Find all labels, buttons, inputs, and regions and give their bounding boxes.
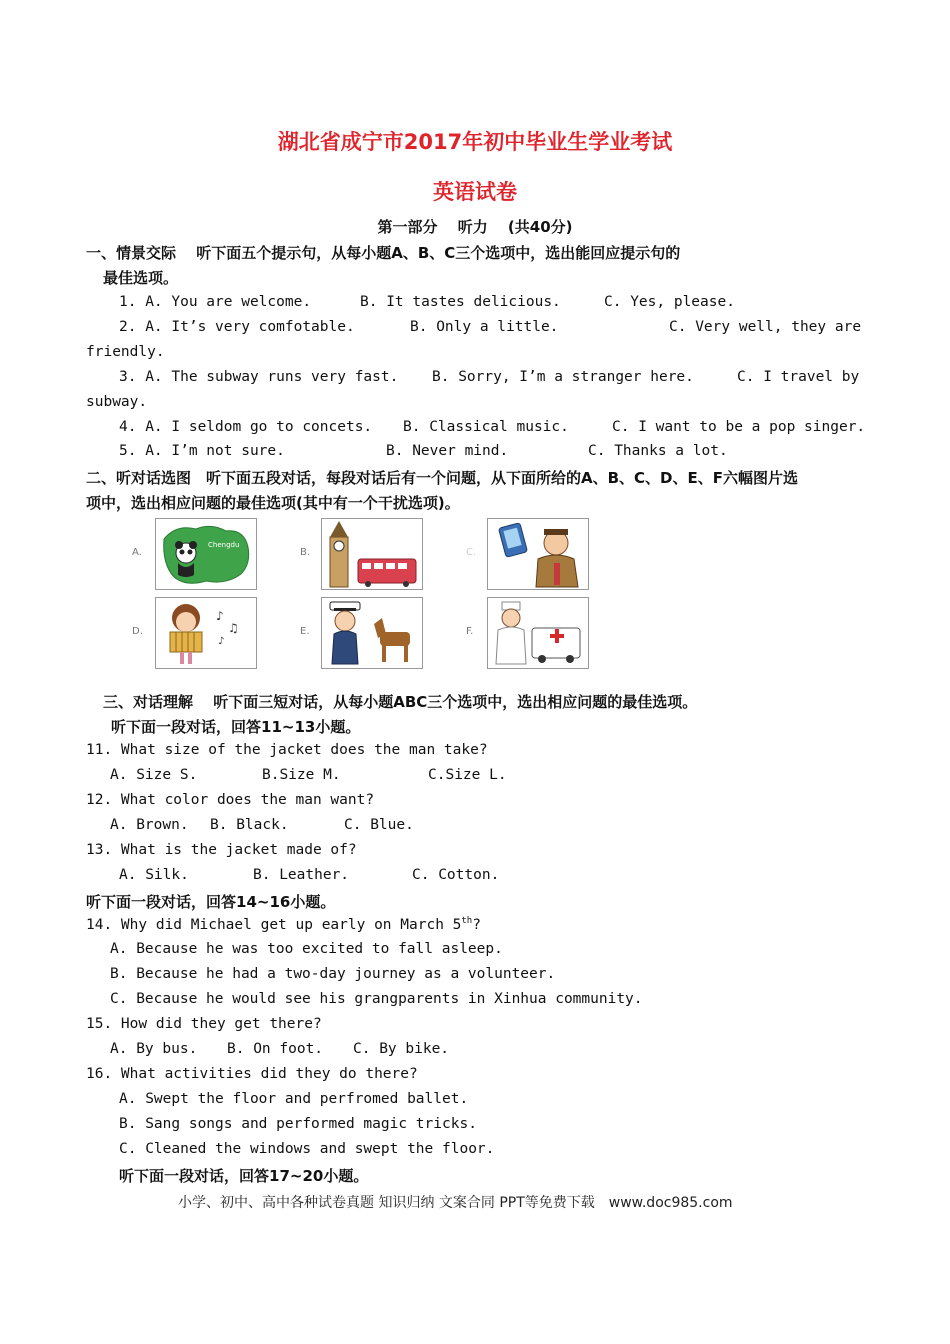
picture-c: [487, 518, 589, 590]
q11-option-a: A. Size S.: [110, 767, 198, 783]
q13-question: 13. What is the jacket made of?: [86, 842, 357, 858]
q16-option-b: B. Sang songs and performed magic tricks.: [119, 1116, 477, 1132]
q3-option-c-cont: subway.: [86, 394, 148, 410]
picture-f-label: F.: [466, 626, 474, 637]
q11-option-c: C.Size L.: [428, 767, 507, 783]
q14-question-text: 14. Why did Michael get up early on March 5: [86, 916, 462, 933]
q13-option-c: C. Cotton.: [412, 867, 500, 883]
q16-question: 16. What activities did they do there?: [86, 1066, 418, 1082]
q14-question: [86, 916, 481, 933]
picture-b-label: B.: [300, 547, 311, 558]
q14-option-c: C. Because he would see his grangparents in Xinhua community.: [110, 991, 643, 1007]
picture-f: [487, 597, 589, 669]
footer-note: 小学、初中、高中各种试卷真题 知识归纳 文案合同 PPT等免费下载 www.doc985.com: [178, 1195, 733, 1211]
panda-map-icon: [156, 519, 256, 589]
q2-option-a: 2. A. It’s very comfotable.: [119, 319, 355, 335]
q14-option-a: A. Because he was too excited to fall asleep.: [110, 941, 503, 957]
q16-option-c: C. Cleaned the windows and swept the floor.: [119, 1141, 495, 1157]
exam-subtitle: 英语试卷: [433, 180, 517, 204]
q4-option-a: 4. A. I seldom go to concets.: [119, 419, 373, 435]
q2-option-b: B. Only a little.: [410, 319, 559, 335]
section2-heading-cont: 项中，选出相应问题的最佳选项(其中有一个干扰选项)。: [86, 494, 460, 512]
q12-option-c: C. Blue.: [344, 817, 414, 833]
picture-e-label: E.: [300, 626, 310, 637]
part-heading: 第一部分 听力 (共40分): [377, 218, 573, 236]
doctor-ambulance-icon: [488, 598, 588, 668]
phone-man-icon: [488, 519, 588, 589]
section3-intro-3: 听下面一段对话，回答17~20小题。: [119, 1167, 369, 1185]
picture-b: [321, 518, 423, 590]
exam-title: 湖北省成宁市2017年初中毕业生学业考试: [277, 130, 673, 154]
q12-option-b: B. Black.: [210, 817, 289, 833]
q5-option-b: B. Never mind.: [386, 443, 509, 459]
q5-option-c: C. Thanks a lot.: [588, 443, 728, 459]
q3-option-c: C. I travel by: [737, 369, 860, 385]
q15-question: 15. How did they get there?: [86, 1016, 322, 1032]
picture-a: [155, 518, 257, 590]
q12-option-a: A. Brown.: [110, 817, 189, 833]
picture-c-label: C.: [466, 547, 477, 558]
map-city-label: Chengdu: [208, 541, 240, 549]
q2-option-c: C. Very well, they are: [669, 319, 862, 335]
svg-text:♫: ♫: [228, 621, 239, 635]
q13-option-b: B. Leather.: [253, 867, 350, 883]
q1-option-c: C. Yes, please.: [604, 294, 735, 310]
q16-option-a: A. Swept the floor and perfromed ballet.: [119, 1091, 469, 1107]
picture-d: [155, 597, 257, 669]
section1-heading-cont: 最佳选项。: [103, 269, 179, 287]
q12-question: 12. What color does the man want?: [86, 792, 375, 808]
q14-question-end: ?: [472, 916, 481, 933]
q15-option-a: A. By bus.: [110, 1041, 198, 1057]
section1-heading: 一、情景交际 听下面五个提示句，从每小题A、B、C三个选项中，选出能回应提示句的: [86, 244, 681, 262]
section3-heading: 三、对话理解 听下面三短对话，从每小题ABC三个选项中，选出相应问题的最佳选项。: [103, 693, 698, 711]
q5-option-a: 5. A. I’m not sure.: [119, 443, 285, 459]
picture-a-label: A.: [132, 547, 142, 558]
q14-superscript: th: [461, 916, 473, 926]
q4-option-b: B. Classical music.: [403, 419, 569, 435]
big-ben-bus-icon: [322, 519, 422, 589]
svg-text:♪: ♪: [218, 636, 225, 647]
section3-intro-2: 听下面一段对话，回答14~16小题。: [86, 893, 336, 911]
q2-option-c-cont: friendly.: [86, 344, 165, 360]
q1-option-b: B. It tastes delicious.: [360, 294, 561, 310]
q14-option-b: B. Because he had a two-day journey as a volunteer.: [110, 966, 556, 982]
q3-option-a: 3. A. The subway runs very fast.: [119, 369, 399, 385]
q4-option-c: C. I want to be a pop singer.: [612, 419, 866, 435]
q1-option-a: 1. A. You are welcome.: [119, 294, 312, 310]
svg-text:♪: ♪: [216, 609, 224, 623]
section2-heading: 二、听对话选图 听下面五段对话，每段对话后有一个问题，从下面所给的A、B、C、D、E、F六幅图片选: [86, 469, 798, 487]
q15-option-c: C. By bike.: [353, 1041, 450, 1057]
picture-d-label: D.: [132, 626, 143, 637]
girl-accordion-icon: [156, 598, 256, 668]
q3-option-b: B. Sorry, I’m a stranger here.: [432, 369, 694, 385]
officer-dog-icon: [322, 598, 422, 668]
q11-question: 11. What size of the jacket does the man take?: [86, 742, 488, 758]
q11-option-b: B.Size M.: [262, 767, 341, 783]
q13-option-a: A. Silk.: [119, 867, 189, 883]
q15-option-b: B. On foot.: [227, 1041, 324, 1057]
section3-intro-1: 听下面一段对话，回答11~13小题。: [111, 718, 361, 736]
picture-e: [321, 597, 423, 669]
